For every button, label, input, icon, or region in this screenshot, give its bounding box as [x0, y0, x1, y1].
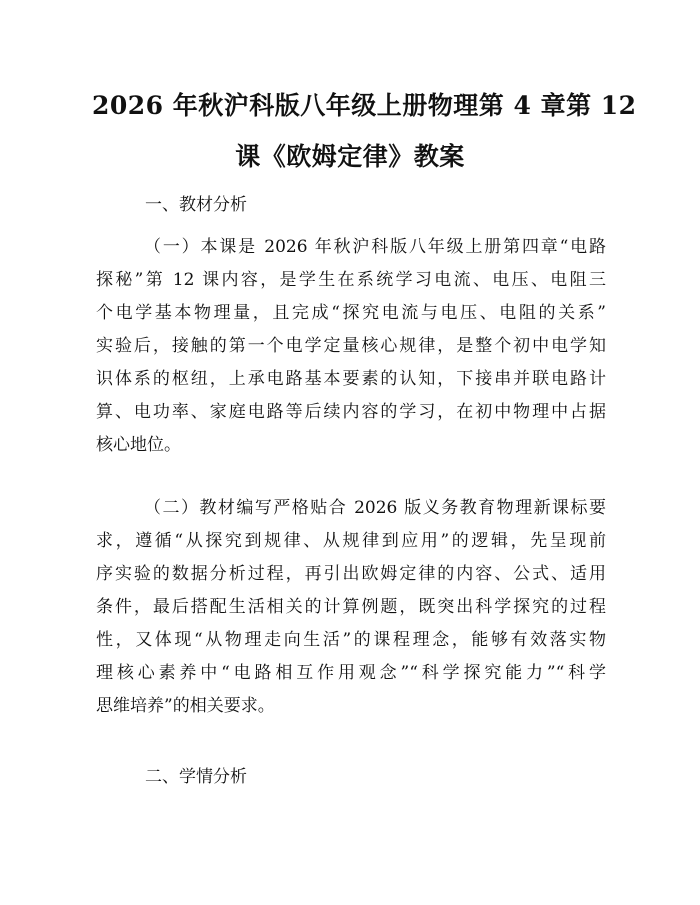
paragraph-2-line: 思维培养”的相关要求。 — [96, 696, 275, 716]
paragraph-1 — [96, 231, 606, 462]
section-heading-student-analysis: 二、学情分析 — [145, 767, 247, 787]
paragraph-1-line: 实验后，接触的第一个电学定量核心规律，是整个初中电学知 — [96, 336, 606, 356]
paragraph-1-line: 识体系的枢纽，上承电路基本要素的认知，下接串并联电路计 — [96, 369, 606, 389]
paragraph-2-line: （二）教材编写严格贴合 2026 版义务教育物理新课标要 — [144, 498, 606, 518]
paragraph-2 — [96, 492, 606, 723]
paragraph-2-line: 性，又体现“从物理走向生活”的课程理念，能够有效落实物 — [96, 630, 606, 650]
paragraph-1-line: 核心地位。 — [96, 435, 181, 455]
paragraph-1-line: 算、电功率、家庭电路等后续内容的学习，在初中物理中占据 — [96, 402, 606, 422]
document-title-line-1: 2026 年秋沪科版八年级上册物理第 4 章第 12 — [92, 91, 637, 120]
paragraph-2-line: 序实验的数据分析过程，再引出欧姆定律的内容、公式、适用 — [96, 564, 606, 584]
paragraph-1-line: （一）本课是 2026 年秋沪科版八年级上册第四章“电路 — [144, 237, 606, 257]
paragraph-2-line: 条件，最后搭配生活相关的计算例题，既突出科学探究的过程 — [96, 597, 606, 617]
section-heading-textbook-analysis: 一、教材分析 — [145, 195, 247, 215]
paragraph-2-line: 求，遵循“从探究到规律、从规律到应用”的逻辑，先呈现前 — [96, 531, 606, 551]
paragraph-2-line: 理核心素养中“电路相互作用观念”“科学探究能力”“科学 — [96, 663, 606, 683]
document-title-line-2: 课《欧姆定律》教案 — [235, 142, 465, 171]
paragraph-1-line: 个电学基本物理量，且完成“探究电流与电压、电阻的关系” — [96, 303, 606, 323]
paragraph-1-line: 探秘”第 12 课内容，是学生在系统学习电流、电压、电阻三 — [96, 270, 606, 290]
